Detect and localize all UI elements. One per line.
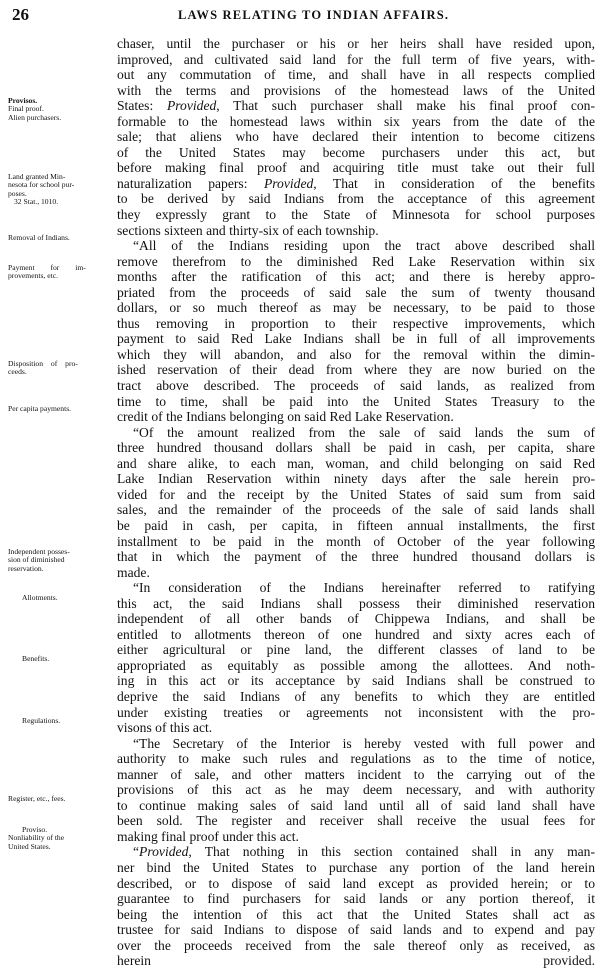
body-line: of the United States may become purchasers under this act, but bbox=[117, 144, 595, 160]
body-line: payment to said Red Lake Indians shall be in full of all improvements bbox=[117, 331, 595, 347]
body-line: installment to be paid in the month of October of the year following bbox=[117, 533, 595, 549]
margin-note-land-granted bbox=[8, 173, 116, 207]
margin-note-line: Provisos. bbox=[8, 96, 38, 105]
body-line: entitled to allotments thereon of one hundred and sixty acres each of bbox=[117, 626, 595, 642]
body-line: to be derived by said Indians from the acceptance of this agreement bbox=[117, 191, 595, 207]
body-line: that in which the payment of the three hundred thousand dollars is bbox=[117, 549, 595, 565]
body-line: out any commutation of time, and shall have in all respects complied bbox=[117, 67, 595, 83]
margin-note-line: nesota for school pur- bbox=[8, 180, 75, 190]
body-line: months after the ratification of this act; and there is hereby appro- bbox=[117, 269, 595, 285]
margin-note-line: 32 Stat., 1010. bbox=[14, 197, 59, 207]
margin-note-regulations bbox=[8, 717, 116, 725]
body-line: three hundred thousand dollars shall be paid in cash, per capita, share bbox=[117, 440, 595, 456]
body-line: been sold. The register and receiver shall receive the usual fees for bbox=[117, 813, 595, 829]
body-line: credit of the Indians belonging on said Red Lake Reservation. bbox=[117, 409, 454, 425]
margin-note-allotments bbox=[8, 594, 116, 602]
body-line: “All of the Indians residing upon the tract above described shall bbox=[133, 238, 595, 254]
margin-note-payment bbox=[8, 264, 116, 281]
body-line: and share alike, to each man, woman, and child belonging on said Red bbox=[117, 455, 595, 471]
body-line: ished reservation of their dead from where they are now buried on the bbox=[117, 362, 595, 378]
body-line: deprive the said Indians of any benefits to which they are entitled bbox=[117, 688, 595, 704]
margin-note-line: Final proof. bbox=[8, 104, 44, 114]
body-line: which they will abandon, and also for the removal within the dimin- bbox=[117, 346, 595, 362]
margin-note-line: Alien purchasers. bbox=[8, 112, 62, 122]
margin-note-line: Per capita payments. bbox=[8, 404, 72, 413]
margin-note-provisos bbox=[8, 97, 116, 122]
body-line: vided for and the receipt by the United States of said sum from said bbox=[117, 486, 595, 502]
margin-note-benefits bbox=[8, 655, 116, 663]
body-line: time to time, shall be paid into the United States Treasury to the bbox=[117, 393, 595, 409]
running-title: LAWS RELATING TO INDIAN AFFAIRS. bbox=[178, 8, 450, 22]
body-line: “In consideration of the Indians hereinafter referred to ratifying bbox=[133, 580, 595, 596]
body-line: they expressly grant to the State of Minnesota for school purposes bbox=[117, 207, 595, 223]
margin-note-line: Allotments. bbox=[22, 593, 58, 602]
body-line: trustee for said Indians to dispose of said lands and to expend and pay bbox=[117, 922, 595, 938]
margin-note-disposition bbox=[8, 360, 116, 377]
margin-note-line: Nonliability of the bbox=[8, 833, 65, 843]
margin-notes bbox=[8, 0, 118, 933]
margin-note-line: provements, etc. bbox=[8, 271, 58, 281]
body-line: Lake Indian Reservation within ninety days after the sale herein pro- bbox=[117, 471, 595, 487]
body-line: ner bind the United States to purchase any portion of the land herein bbox=[117, 859, 595, 875]
body-line: independent of all other bands of Chippewa Indians, and shall be bbox=[117, 611, 595, 627]
body-line: with the terms and provisions of the homestead laws of the United bbox=[117, 82, 595, 98]
margin-note-line: sion of diminished bbox=[8, 555, 65, 565]
margin-note-line: Regulations. bbox=[22, 716, 61, 725]
body-line: over the proceeds received from the sale thereof only as received, as bbox=[117, 937, 595, 953]
body-line: either agricultural or pine land, the different classes of land to be bbox=[117, 642, 595, 658]
margin-note-line: Disposition of pro- bbox=[8, 359, 78, 368]
margin-note-line: Payment for im- bbox=[8, 263, 86, 272]
body-line: ing in this act or its acceptance by said Indians shall be construed to bbox=[117, 673, 595, 689]
body-line: making final proof under this act. bbox=[117, 828, 299, 844]
body-line: priated from the proceeds of said sale the sum of twenty thousand bbox=[117, 284, 595, 300]
body-text bbox=[117, 36, 595, 969]
body-line: this act, the said Indians shall possess their diminished reservation bbox=[117, 595, 595, 611]
body-line: tract above described. The proceeds of said lands, as realized from bbox=[117, 378, 595, 394]
margin-note-independent bbox=[8, 548, 116, 573]
body-line: guarantee to find purchasers for said lands or any portion thereof, it bbox=[117, 891, 595, 907]
body-line: naturalization papers: Provided, That in consideration of the benefits bbox=[117, 175, 595, 191]
margin-note-line: United States. bbox=[8, 841, 51, 851]
page-number: 26 bbox=[12, 5, 29, 24]
body-line: under existing treaties or agreements not inconsistent with the pro- bbox=[117, 704, 595, 720]
margin-note-line: Benefits. bbox=[22, 654, 50, 663]
body-line: chaser, until the purchaser or his or her heirs shall have resided upon, bbox=[117, 36, 595, 51]
body-line: visons of this act. bbox=[117, 720, 213, 736]
margin-note-line: poses. bbox=[8, 188, 27, 198]
body-line: manner of sale, and other matters incident to the carrying out of the bbox=[117, 766, 595, 782]
margin-note-line: ceeds. bbox=[8, 367, 27, 377]
margin-note-line: Removal of Indians. bbox=[8, 233, 70, 242]
body-line: authority to make such rules and regulations as to the time of notice, bbox=[117, 751, 595, 767]
body-line: “The Secretary of the Interior is hereby vested with full power and bbox=[133, 735, 595, 751]
body-line: thus removing in proportion to their respective improvements, which bbox=[117, 315, 595, 331]
body-line: made. bbox=[117, 564, 150, 580]
body-line: “Provided, That nothing in this section contained shall in any man- bbox=[133, 844, 595, 860]
body-line: to continue making sales of said land until all of said land shall have bbox=[117, 797, 595, 813]
margin-note-removal bbox=[8, 234, 116, 242]
body-line: improved, and cultivated said land for the full term of five years, with- bbox=[117, 51, 595, 67]
body-line: being the intention of this act that the United States shall act as bbox=[117, 906, 595, 922]
body-line: provisions of this act as he may deem necessary, and with authority bbox=[117, 782, 595, 798]
margin-note-line: Independent posses- bbox=[8, 547, 70, 556]
body-line: before making final proof and acquiring title must take out their full bbox=[117, 160, 595, 176]
body-line: sales, and the remainder of the proceeds of the sale of said lands shall bbox=[117, 502, 595, 518]
margin-note-line: Register, etc., fees. bbox=[8, 794, 66, 803]
margin-note-line: Land granted Min- bbox=[8, 172, 66, 181]
body-line: formable to the homestead laws within six years from the date of the bbox=[117, 113, 595, 129]
body-line: sections sixteen and thirty-six of each township. bbox=[117, 222, 379, 238]
margin-note-line: reservation. bbox=[8, 563, 44, 573]
body-line: be paid in cash, per capita, in fifteen annual installments, the first bbox=[117, 517, 595, 533]
body-line: appropriated as equitably as possible among the allottees. And noth- bbox=[117, 657, 595, 673]
body-line: described, or to dispose of said land except as provided herein; or to bbox=[117, 875, 595, 891]
margin-note-proviso bbox=[8, 826, 116, 851]
body-line: States: Provided, That such purchaser shall make his final proof con- bbox=[117, 98, 595, 114]
body-line: sale; that aliens who have declared their intention to become citizens bbox=[117, 129, 595, 145]
margin-note-register-fees bbox=[8, 795, 116, 803]
body-line: “Of the amount realized from the sale of said lands the sum of bbox=[133, 424, 595, 440]
margin-note-per-capita bbox=[8, 405, 116, 413]
body-line: remove therefrom to the diminished Red Lake Reservation within six bbox=[117, 253, 595, 269]
margin-note-line: Proviso. bbox=[22, 825, 48, 834]
body-line: dollars, or so much thereof as may be necessary, to be paid to those bbox=[117, 300, 595, 316]
body-line: herein provided. bbox=[117, 953, 595, 969]
